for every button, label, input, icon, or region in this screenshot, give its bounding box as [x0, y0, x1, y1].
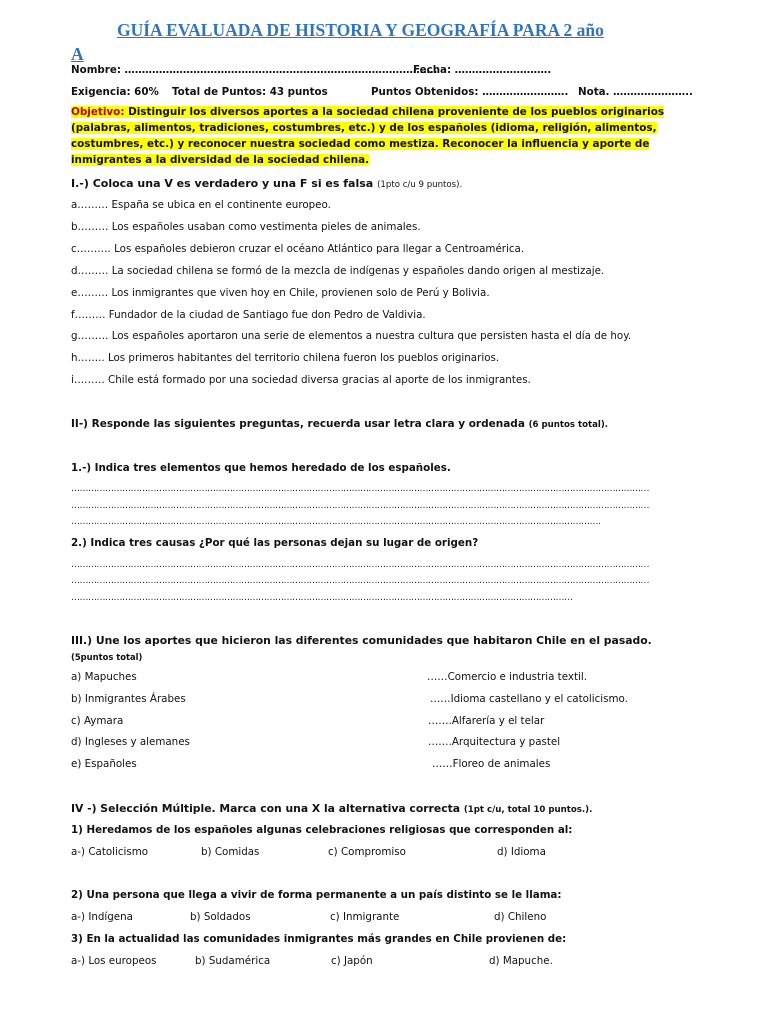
tf-item-d: d……… La sociedad chilena se formó de la mezcla de indígenas y españoles dando origen al mestizaje. — [71, 265, 605, 277]
match-left-d: d) Ingleses y alemanes — [71, 736, 190, 748]
answer-line-1b: …………………………………………………………………………………………………………………………………………………………………………………… — [71, 501, 649, 511]
points-obtained-field: Puntos Obtenidos: ……………………. — [371, 86, 569, 98]
objective-text: Distinguir los diversos aportes a la sociedad chilena proveniente de los pueblos originarios (palabras, alimentos, tradiciones, costumbres, etc.) y de los españoles (idioma, religión, alimentos, costumbres, etc.) y reconocer nuestra sociedad como mestiza. Reconocer la influencia y aporte de inmigrantes a la diversidad de la sociedad chilena. — [71, 106, 665, 166]
mc-q3-option-d: d) Mapuche. — [489, 955, 553, 967]
section-4-title: IV -) Selección Múltiple. Marca con una X la alternativa correcta — [71, 802, 461, 815]
mc-q1-option-b: b) Comidas — [201, 846, 260, 858]
section-2-heading — [71, 418, 608, 432]
exigencia-label: Exigencia: 60% — [71, 86, 159, 98]
answer-line-1a: …………………………………………………………………………………………………………………………………………………………………………………… — [71, 484, 649, 494]
worksheet-title — [71, 18, 693, 66]
tf-item-b: b……… Los españoles usaban como vestimenta pieles de animales. — [71, 221, 421, 233]
title-line-2: A — [71, 44, 84, 64]
tf-item-g: g……… Los españoles aportaron una serie de elementos a nuestra cultura que persisten hasta el día de hoy. — [71, 330, 632, 342]
answer-line-2c: …………………………………………………………………………………………………………………………………………………………… — [71, 593, 573, 603]
section-1-heading — [71, 177, 462, 192]
mc-q3-option-a: a-) Los europeos — [71, 955, 157, 967]
match-left-a: a) Mapuches — [71, 671, 137, 683]
date-field: Fecha: ………………………. — [413, 64, 552, 76]
mc-q3-option-c: c) Japón — [331, 955, 373, 967]
tf-item-c: c………. Los españoles debieron cruzar el océano Atlántico para llegar a Centroamérica. — [71, 243, 525, 255]
mc-q1-option-d: d) Idioma — [497, 846, 546, 858]
mc-q2-option-d: d) Chileno — [494, 911, 547, 923]
answer-line-1c: ……………………………………………………………………………………………………………………………………………………………………. — [71, 517, 601, 527]
match-right-2: ……Idioma castellano y el catolicismo. — [430, 693, 628, 705]
grade-field: Nota. ………………….. — [578, 86, 693, 98]
match-left-c: c) Aymara — [71, 715, 124, 727]
answer-line-2a: …………………………………………………………………………………………………………………………………………………………………………………… — [71, 560, 649, 570]
mc-q1-option-a: a-) Catolicismo — [71, 846, 149, 858]
mc-q2-option-a: a-) Indígena — [71, 911, 133, 923]
section-1-title: I.-) Coloca una V es verdadero y una F si es falsa — [71, 177, 374, 190]
section-4-heading — [71, 802, 592, 817]
objective-block — [71, 104, 693, 168]
tf-item-h: h…….. Los primeros habitantes del territorio chilena fueron los pueblos originarios. — [71, 352, 500, 364]
section-2-title: II-) Responde las siguientes preguntas, recuerda usar letra clara y ordenada — [71, 418, 525, 430]
name-field: Nombre: ………………………………………………………………………………. — [71, 64, 438, 76]
answer-line-2b: …………………………………………………………………………………………………………………………………………………………………………………… — [71, 576, 649, 586]
mc-q1-option-c: c) Compromiso — [328, 846, 406, 858]
total-points-label: Total de Puntos: 43 puntos — [172, 86, 328, 98]
tf-item-a: a……… España se ubica en el continente europeo. — [71, 199, 331, 211]
question-2: 2.) Indica tres causas ¿Por qué las personas dejan su lugar de origen? — [71, 537, 479, 549]
question-1: 1.-) Indica tres elementos que hemos heredado de los españoles. — [71, 462, 451, 474]
match-right-5: ……Floreo de animales — [432, 758, 551, 770]
section-2-points: (6 puntos total). — [528, 420, 609, 430]
tf-item-f: f……… Fundador de la ciudad de Santiago fue don Pedro de Valdivia. — [71, 309, 426, 321]
match-left-e: e) Españoles — [71, 758, 137, 770]
match-right-3: …….Alfarería y el telar — [428, 715, 545, 727]
mc-question-1: 1) Heredamos de los españoles algunas celebraciones religiosas que corresponden al: — [71, 824, 573, 836]
match-right-4: …….Arquitectura y pastel — [428, 736, 561, 748]
match-right-1: ……Comercio e industria textil. — [427, 671, 588, 683]
mc-q2-option-c: c) Inmigrante — [330, 911, 400, 923]
section-3-points: (5puntos total) — [71, 652, 143, 662]
mc-question-3: 3) En la actualidad las comunidades inmigrantes más grandes en Chile provienen de: — [71, 933, 567, 945]
section-3-heading: III.) Une los aportes que hicieron las diferentes comunidades que habitaron Chile en el pasado. — [71, 634, 652, 647]
tf-item-e: e……… Los inmigrantes que viven hoy en Chile, provienen solo de Perú y Bolivia. — [71, 287, 490, 299]
section-1-points: (1pto c/u 9 puntos). — [377, 180, 463, 190]
objective-label: Objetivo: — [71, 106, 125, 118]
mc-q2-option-b: b) Soldados — [190, 911, 251, 923]
section-4-points: (1pt c/u, total 10 puntos.). — [463, 805, 593, 815]
mc-q3-option-b: b) Sudamérica — [195, 955, 271, 967]
tf-item-i: i……… Chile está formado por una sociedad diversa gracias al aporte de los inmigrantes. — [71, 374, 531, 386]
mc-question-2: 2) Una persona que llega a vivir de forma permanente a un país distinto se le llama: — [71, 889, 562, 901]
match-left-b: b) Inmigrantes Árabes — [71, 693, 186, 705]
title-line-1: GUÍA EVALUADA DE HISTORIA Y GEOGRAFÍA PARA 2 año — [117, 20, 604, 40]
